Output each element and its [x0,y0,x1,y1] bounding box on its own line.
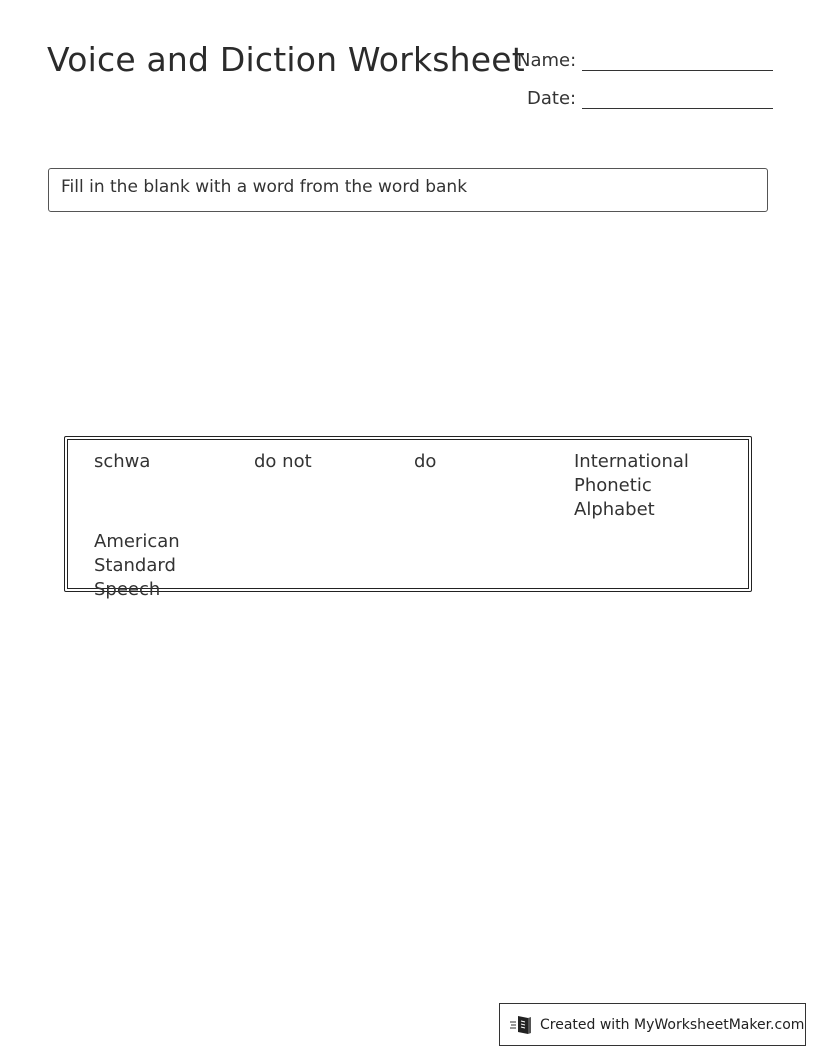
worksheet-title: Voice and Diction Worksheet [47,40,525,79]
date-blank-line[interactable] [582,107,773,109]
word-bank-item: do [414,451,437,472]
footer-credit[interactable] [499,1003,806,1046]
word-bank-item: schwa [94,451,151,472]
word-bank-grid [94,450,748,602]
instructions-box: Fill in the blank with a word from the word bank [48,168,768,212]
name-field-row [517,50,773,71]
date-label: Date: [527,88,577,109]
date-field-row [527,88,773,109]
word-bank-item: American Standard Speech [94,531,180,600]
footer-text: Created with MyWorksheetMaker.com [540,1016,805,1033]
word-bank [64,436,752,600]
word-bank-item: do not [254,451,312,472]
book-icon [510,1014,534,1036]
word-bank-item: International Phonetic Alphabet [574,451,689,520]
name-blank-line[interactable] [582,69,773,71]
name-label: Name: [517,50,577,71]
